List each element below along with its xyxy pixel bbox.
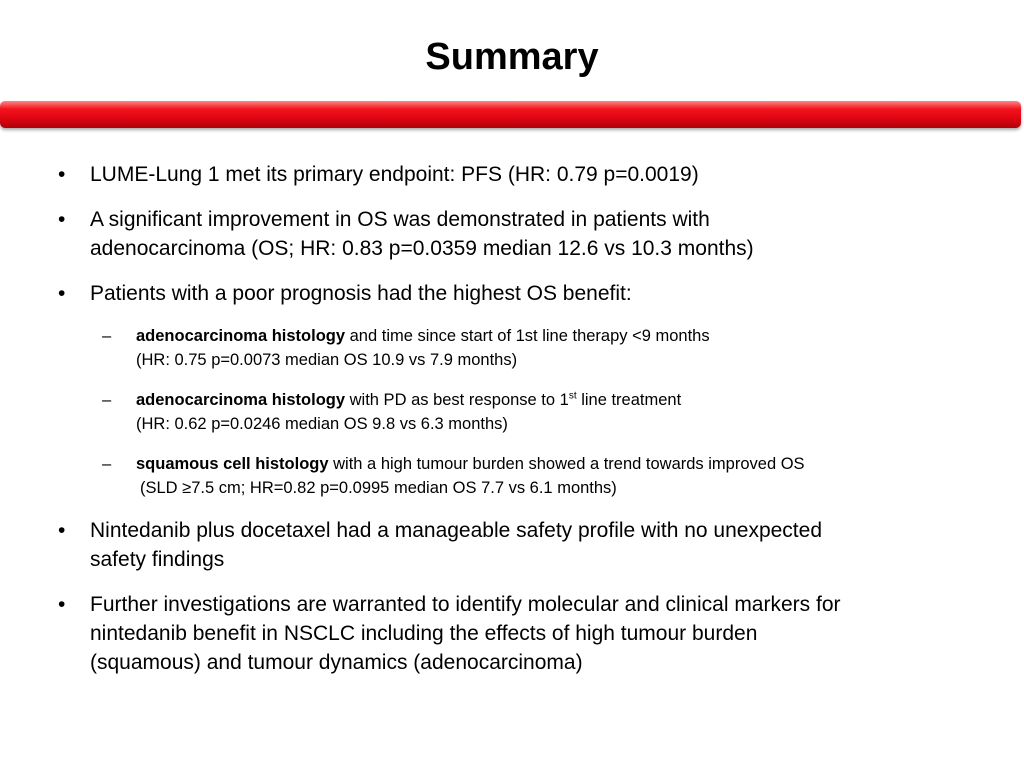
sub-bullet-squamous bbox=[50, 452, 970, 500]
bullet-os-improvement bbox=[50, 205, 970, 263]
sub-bullet-adeno-pd bbox=[50, 388, 970, 436]
sub-bullet-line2: (HR: 0.75 p=0.0073 median OS 10.9 vs 7.9 months) bbox=[136, 351, 518, 369]
bullet-further-investigations bbox=[50, 590, 970, 677]
sub-bullet-line2: (SLD ≥7.5 cm; HR=0.82 p=0.0995 median OS 7.7 vs 6.1 months) bbox=[140, 479, 617, 497]
bullet-text-line1: Nintedanib plus docetaxel had a manageable safety profile with no unexpected bbox=[90, 519, 822, 542]
sub-bullet-marker: – bbox=[102, 327, 112, 345]
sub-bullet-text: and time since start of 1st line therapy <9 months bbox=[345, 327, 710, 345]
bullet-text-line1: A significant improvement in OS was demonstrated in patients with bbox=[90, 208, 710, 231]
bullet-text-line2: adenocarcinoma (OS; HR: 0.83 p=0.0359 median 12.6 vs 10.3 months) bbox=[90, 237, 754, 260]
sub-bullet-bold: adenocarcinoma histology bbox=[136, 327, 346, 345]
sub-bullet-line2: (HR: 0.62 p=0.0246 median OS 9.8 vs 6.3 months) bbox=[136, 415, 508, 433]
sub-bullet-bold: adenocarcinoma histology bbox=[136, 391, 346, 409]
slide-title: Summary bbox=[425, 36, 599, 78]
bullet-marker: • bbox=[58, 163, 66, 186]
bullet-marker: • bbox=[58, 282, 66, 305]
bullet-text-line1: Further investigations are warranted to identify molecular and clinical markers for bbox=[90, 593, 841, 616]
sub-bullet-marker: – bbox=[102, 391, 112, 409]
summary-content bbox=[50, 160, 970, 693]
bullet-marker: • bbox=[58, 519, 66, 542]
sub-bullet-text: with PD as best response to 1 bbox=[345, 391, 569, 409]
bullet-marker: • bbox=[58, 208, 66, 231]
sub-bullet-bold: squamous cell histology bbox=[136, 455, 329, 473]
sub-bullet-text: with a high tumour burden showed a trend towards improved OS bbox=[328, 455, 805, 473]
sub-bullet-sup: st bbox=[568, 390, 577, 402]
bullet-poor-prognosis bbox=[50, 279, 970, 308]
bullet-marker: • bbox=[58, 593, 66, 616]
bullet-text-line2: nintedanib benefit in NSCLC including the effects of high tumour burden bbox=[90, 622, 758, 645]
bullet-text-line3: (squamous) and tumour dynamics (adenocarcinoma) bbox=[90, 651, 583, 674]
title-divider-bar bbox=[0, 101, 1021, 128]
bullet-text-line2: safety findings bbox=[90, 548, 225, 571]
sub-bullet-adeno-time bbox=[50, 324, 970, 372]
bullet-safety bbox=[50, 516, 970, 574]
bullet-primary-endpoint bbox=[50, 160, 970, 189]
bullet-text: Patients with a poor prognosis had the highest OS benefit: bbox=[90, 282, 632, 305]
sub-bullet-marker: – bbox=[102, 455, 112, 473]
bullet-text: LUME-Lung 1 met its primary endpoint: PFS (HR: 0.79 p=0.0019) bbox=[90, 163, 699, 186]
sub-bullet-text-post: line treatment bbox=[576, 391, 682, 409]
